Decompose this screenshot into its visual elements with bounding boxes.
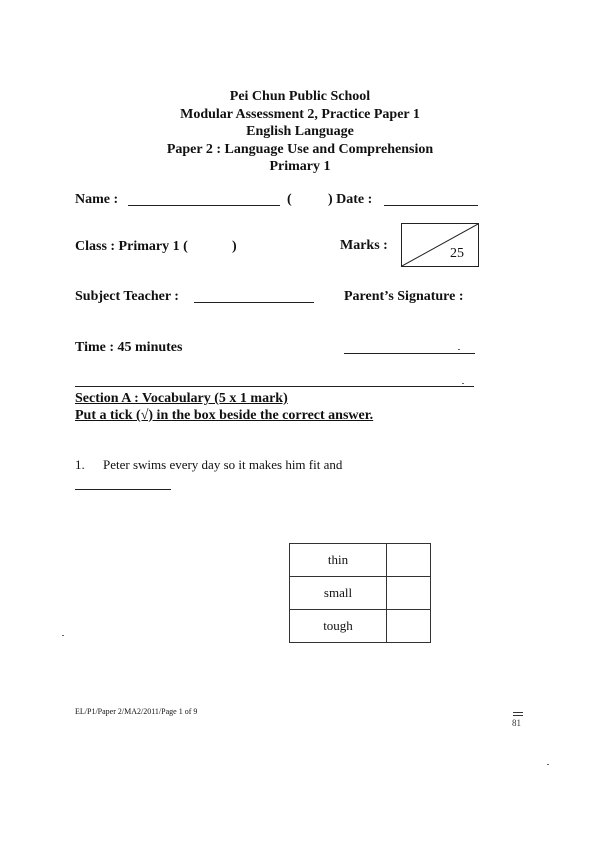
question-number: 1.: [75, 457, 85, 472]
option-word: tough: [290, 610, 387, 643]
tick-box[interactable]: [387, 544, 431, 577]
subject-teacher-field[interactable]: [194, 302, 314, 303]
tick-box[interactable]: [387, 577, 431, 610]
option-word: thin: [290, 544, 387, 577]
level-title: Primary 1: [269, 159, 331, 174]
paper-title: Paper 2 : Language Use and Comprehension: [166, 141, 434, 157]
option-row: [290, 577, 431, 610]
register-number-open: (: [287, 192, 292, 207]
scan-speck: [62, 635, 64, 636]
question-text: Peter swims every day so it makes him fit and: [103, 457, 343, 472]
assessment-title: Modular Assessment 2, Practice Paper 1: [180, 106, 420, 122]
marks-label: Marks :: [340, 238, 388, 253]
document-header: [0, 88, 600, 176]
margin-mark: [513, 712, 523, 713]
marks-diagonal: [402, 224, 478, 266]
subject-teacher-label: Subject Teacher :: [75, 289, 179, 304]
margin-note: 81: [512, 718, 521, 728]
section-divider: [75, 386, 474, 387]
class-label: Class : Primary 1 (: [75, 239, 188, 254]
section-a-title: Section A : Vocabulary (5 x 1 mark): [75, 391, 288, 406]
section-a-instruction: Put a tick (√) in the box beside the correct answer.: [75, 408, 374, 423]
marks-total: 25: [450, 246, 464, 261]
name-label: Name :: [75, 192, 119, 207]
scan-speck: [462, 383, 464, 384]
option-row: [290, 544, 431, 577]
parent-signature-field[interactable]: [344, 353, 475, 354]
school-name: Pei Chun Public School: [229, 89, 371, 104]
scan-speck: [458, 349, 460, 350]
answer-blank: [75, 489, 171, 490]
parent-signature-label: Parent’s Signature :: [344, 289, 464, 304]
margin-mark: [513, 715, 523, 716]
option-word: small: [290, 577, 387, 610]
option-row: [290, 610, 431, 643]
answer-options-table: [289, 543, 431, 643]
scan-speck: [547, 764, 549, 765]
tick-box[interactable]: [387, 610, 431, 643]
time-label: Time : 45 minutes: [75, 340, 183, 355]
name-field[interactable]: [128, 205, 280, 206]
subject-title: English Language: [246, 124, 354, 139]
footer-code: EL/P1/Paper 2/MA2/2011/Page 1 of 9: [75, 707, 198, 716]
marks-box: [401, 223, 479, 267]
date-field[interactable]: [384, 205, 478, 206]
date-label: ) Date :: [328, 192, 373, 207]
class-close: ): [232, 239, 237, 254]
